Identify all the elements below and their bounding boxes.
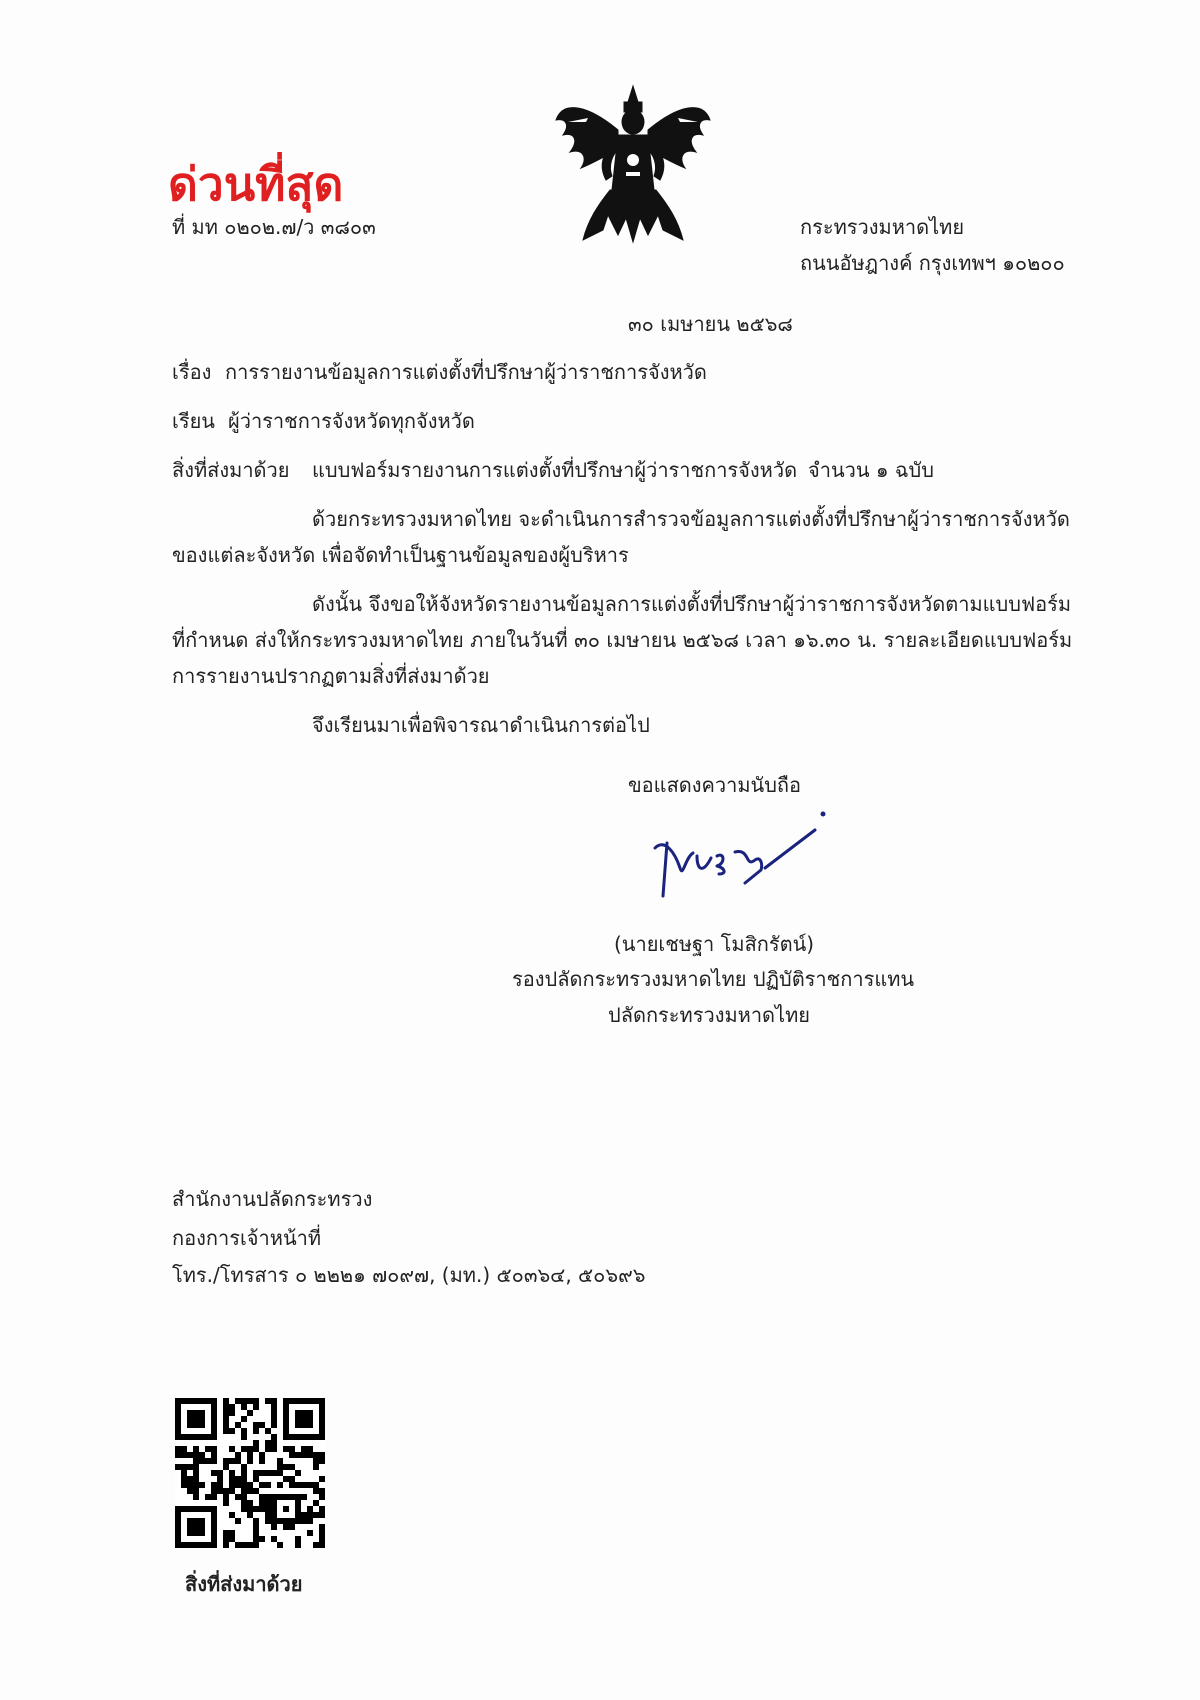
signature-image: [645, 808, 830, 908]
paragraph-2-line-1: ดังนั้น จึงขอให้จังหวัดรายงานข้อมูลการแต่งตั้งที่ปรึกษาผู้ว่าราชการจังหวัดตามแบบฟอร์ม: [312, 592, 1072, 616]
paragraph-2-line-2: ที่กำหนด ส่งให้กระทรวงมหาดไทย ภายในวันที่ ๓๐ เมษายน ๒๕๖๘ เวลา ๑๖.๓๐ น. รายละเอียดแบบฟอร์ม: [172, 628, 1073, 652]
paragraph-2-line-3: การรายงานปรากฏตามสิ่งที่ส่งมาด้วย: [172, 664, 490, 688]
signatory-name: (นายเชษฐา โมสิกรัตน์): [614, 932, 815, 956]
paragraph-3: จึงเรียนมาเพื่อพิจารณาดำเนินการต่อไป: [312, 713, 650, 737]
ministry-name: กระทรวงมหาดไทย: [800, 215, 965, 239]
footer-contact: โทร./โทรสาร ๐ ๒๒๒๑ ๗๐๙๗, (มท.) ๕๐๓๖๔, ๕๐๖๙๖: [172, 1263, 646, 1287]
footer-division: กองการเจ้าหน้าที่: [172, 1226, 322, 1250]
subject-label: เรื่อง: [172, 360, 212, 384]
signatory-title-2: ปลัดกระทรวงมหาดไทย: [608, 1003, 811, 1027]
enclosure-label: สิ่งที่ส่งมาด้วย: [172, 458, 290, 482]
enclosure-quantity: จำนวน ๑ ฉบับ: [808, 458, 934, 482]
enclosure-text: แบบฟอร์มรายงานการแต่งตั้งที่ปรึกษาผู้ว่าราชการจังหวัด: [312, 458, 798, 482]
garuda-emblem-icon: [548, 80, 718, 250]
signatory-title-1: รองปลัดกระทรวงมหาดไทย ปฏิบัติราชการแทน: [512, 967, 915, 991]
qr-caption: สิ่งที่ส่งมาด้วย: [185, 1572, 303, 1596]
paragraph-1-line-1: ด้วยกระทรวงมหาดไทย จะดำเนินการสำรวจข้อมูลการแต่งตั้งที่ปรึกษาผู้ว่าราชการจังหวัด: [312, 507, 1070, 531]
closing-salutation: ขอแสดงความนับถือ: [628, 773, 802, 797]
paragraph-1-line-2: ของแต่ละจังหวัด เพื่อจัดทำเป็นฐานข้อมูลของผู้บริหาร: [172, 543, 629, 567]
subject-text: การรายงานข้อมูลการแต่งตั้งที่ปรึกษาผู้ว่าราชการจังหวัด: [225, 360, 707, 384]
recipient-text: ผู้ว่าราชการจังหวัดทุกจังหวัด: [228, 409, 475, 433]
recipient-label: เรียน: [172, 409, 215, 433]
qr-code[interactable]: [175, 1398, 325, 1548]
document-number: ที่ มท ๐๒๐๒.๗/ว ๓๘๐๓: [172, 215, 376, 239]
urgency-label: ด่วนที่สุด: [168, 157, 344, 211]
letter-date: ๓๐ เมษายน ๒๕๖๘: [628, 312, 793, 336]
footer-office: สำนักงานปลัดกระทรวง: [172, 1187, 373, 1211]
ministry-address: ถนนอัษฎางค์ กรุงเทพฯ ๑๐๒๐๐: [800, 251, 1065, 275]
